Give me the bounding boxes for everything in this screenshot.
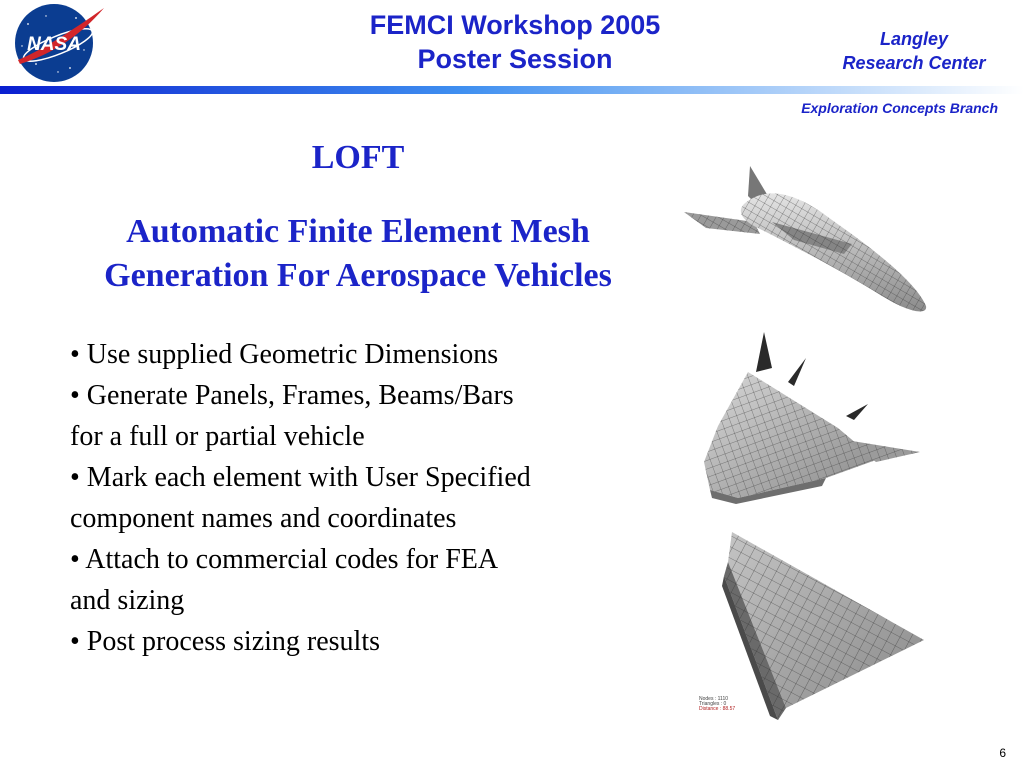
- header-title-line2: Poster Session: [417, 44, 613, 74]
- viewer-readout: [699, 697, 735, 712]
- slide-subtitle-line1: Automatic Finite Element Mesh: [126, 213, 590, 250]
- bullet-line: • Use supplied Geometric Dimensions: [70, 339, 499, 370]
- slide-heading: LOFT: [311, 139, 405, 176]
- svg-text:NASA: NASA: [27, 34, 81, 55]
- readout-triangles: Triangles : 0: [699, 701, 727, 707]
- branch-name: Exploration Concepts Branch: [801, 100, 998, 116]
- header-gradient-bar: [0, 86, 1024, 94]
- bullet-line: component names and coordinates: [70, 503, 457, 534]
- bullet-line: • Mark each element with User Specified: [70, 462, 531, 493]
- header-title-line1: FEMCI Workshop 2005: [369, 10, 661, 40]
- bullet-list: [70, 334, 650, 662]
- bullet-line: and sizing: [70, 585, 185, 616]
- readout-nodes: Nodes : 1110: [699, 696, 729, 702]
- bullet-line: • Attach to commercial codes for FEA: [70, 544, 499, 575]
- research-center-name: [810, 27, 1018, 75]
- slide-subtitle: [20, 210, 696, 298]
- center-name-line2: Research Center: [842, 53, 986, 73]
- header-title: [300, 8, 730, 76]
- slide-subtitle-line2: Generation For Aerospace Vehicles: [104, 257, 612, 294]
- lifting-body-mesh-icon: [696, 328, 924, 508]
- wing-panel-mesh-icon: [688, 524, 938, 720]
- winged-rocket-mesh-icon: [676, 160, 936, 320]
- page-number: 6: [999, 746, 1006, 760]
- readout-distance: Distance : 88.57: [699, 706, 736, 712]
- nasa-logo: [6, 2, 106, 84]
- bullet-line: • Generate Panels, Frames, Beams/Bars: [70, 380, 514, 411]
- center-name-line1: Langley: [879, 29, 949, 49]
- bullet-line: for a full or partial vehicle: [70, 421, 365, 452]
- bullet-line: • Post process sizing results: [70, 626, 381, 657]
